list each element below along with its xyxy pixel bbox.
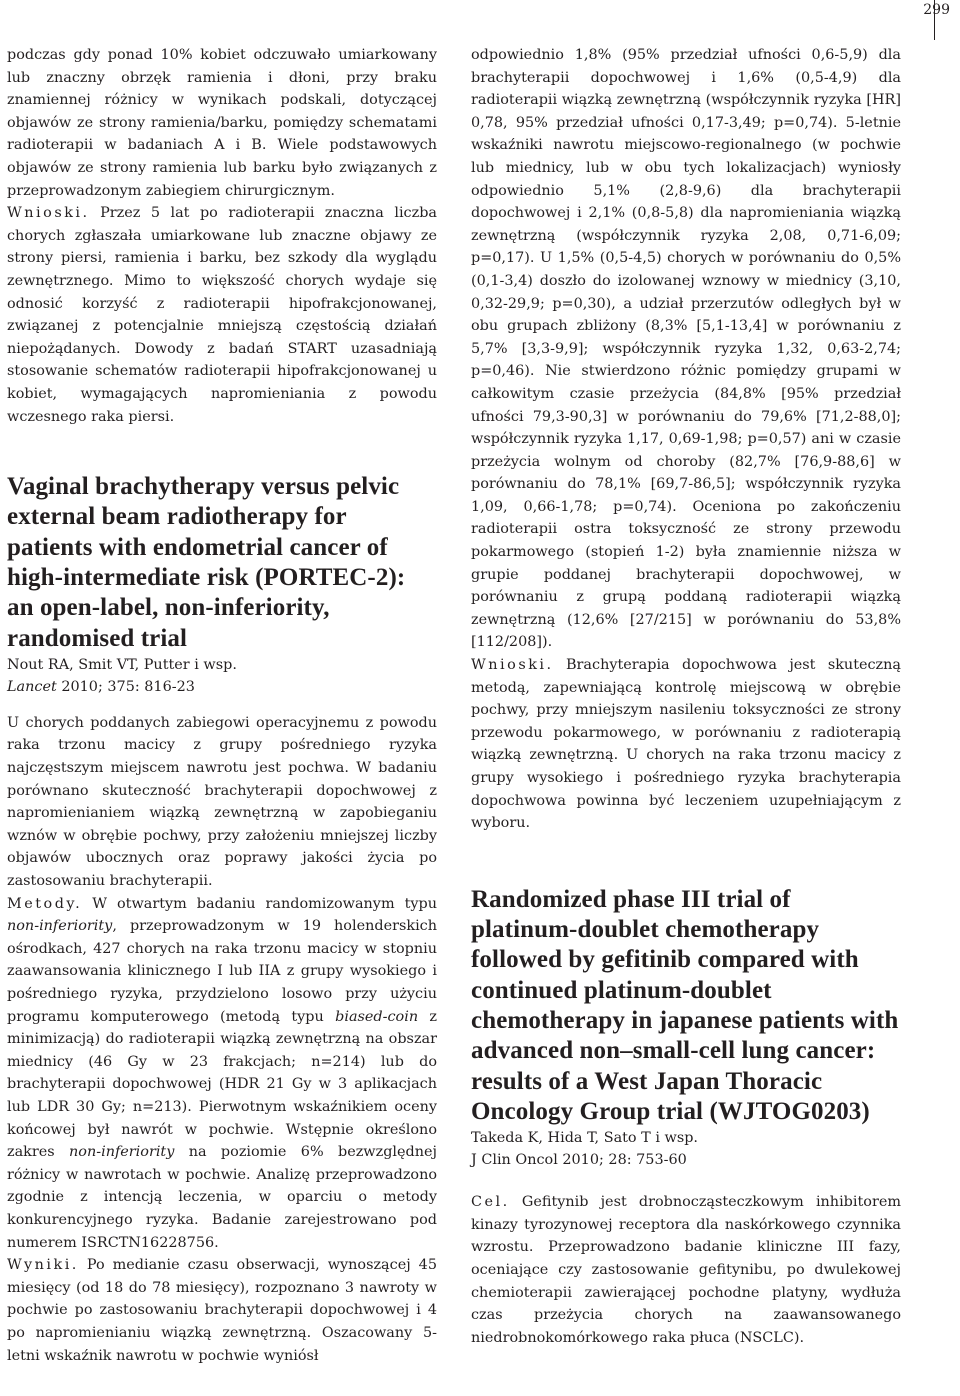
methods-italic-term: non-inferiority	[69, 1144, 175, 1161]
results-continued: odpowiednio 1,8% (95% przedział ufności 0,6-5,9) dla brachyterapii dopochwowej i 1,6% (0,5-4,9) dla radioterapii wiązką zewnętrzną (współczynnik ryzyka [HR] 0,78, 95% przedział ufności 0,17-3,49; p=0,74). 5-letnie wskaźniki nawrotu miejscowo-regionalnego (w pochwie lub miednicy, lub w obu tych lokalizacjach) wyniosły odpowiednio 5,1% (2,8-9,6) dla brachyterapii dopochwowej i 2,1% (0,8-5,8) dla napromieniania wiązką zewnętrzną (współczynnik ryzyka 2,08, 0,71-6,09; p=0,17). U 1,5% (0,5-4,5) chorych w porównaniu do 0,5% (0,1-3,4) doszło do izolowanej wznowy w miednicy (3,10, 0,32-29,9; p=0,30), a udział przerzutów odległych był w obu grupach zbliżony (8,3% [5,1-13,4] w porównaniu z 5,7% [3,3-9,9]; współczynnik ryzyka 1,32, 0,63-2,74; p=0,46). Nie stwierdzono różnic pomiędzy grupami w całkowitym czasie przeżycia (84,8% [95% przedział ufności 79,3-90,3] w porównaniu do 79,6% [71,2-88,0]; współczynnik ryzyka 1,17, 0,69-1,98; p=0,57) ani w czasie przeżycia wolnym od choroby (82,7% [76,9-88,6] w porównaniu do 78,1% [69,7-86,5]; współczynnik ryzyka 1,09, 0,66-1,78; p=0,74). Oceniona po zakończeniu radioterapii ostra toksyczność ze strony przewodu pokarmowego (stopień 1-2) była znamiennie niższa w grupie poddanej brachyterapii dopochwowej, w porównaniu z grupą poddaną radioterapii wiązką zewnętrzną (12,6% [27/215] w porównaniu do 53,8% [112/208]).	[471, 47, 901, 651]
aim-paragraph	[471, 1191, 901, 1349]
conclusions-lead: Wnioski.	[7, 205, 90, 222]
methods-paragraph	[7, 893, 437, 1255]
methods-text: na poziomie 6% bezwzględnej różnicy w nawrotach w pochwie. Analizę przeprowadzono zgodnie z intencją leczenia, w oparciu o metody konkurencyjnego ryzyka. Badanie zarejestrowano pod numerem ISRCTN16228756.	[7, 1144, 437, 1251]
aim-text: Gefitynib jest drobnocząsteczkowym inhibitorem kinazy tyrozynowej receptora dla naskórkowego czynnika wzrostu. Przeprowadzono badanie kliniczne III fazy, oceniające czy zastosowanie gefitynibu, po dwulekowej chemioterapii zawierającej pochodne platyny, wydłuża czas przeżycia chorych na zaawansowanego niedrobnokomórkowego raka płuca (NSCLC).	[471, 1194, 901, 1346]
conclusions-paragraph	[7, 202, 437, 428]
left-column	[7, 44, 437, 1367]
article-citation: J Clin Oncol 2010; 28: 753-60	[471, 1152, 687, 1169]
intro-paragraph: podczas gdy ponad 10% kobiet odczuwało umiarkowany lub znaczny obrzęk ramienia i dłoni, przy braku znamiennej różnicy w wynikach podskali, dotyczącej objawów ze strony ramienia/barku, pomiędzy schematami radioterapii w badaniach A i B. Wiele podstawowych objawów ze strony ramienia lub barku było związanych z przeprowadzonym zabiegiem chirurgicznym.	[7, 47, 437, 199]
methods-text: z minimizacją) do radioterapii wiązką zewnętrzną na obszar miednicy (46 Gy w 23 frakcjach; n=214) lub do brachyterapii dopochwowej (HDR 21 Gy w 3 aplikacjach lub LDR 30 Gy; n=213). Pierwotnym wskaźnikiem oceny końcowej był nawrót w pochwie. Wstępnie określono zakres	[7, 1008, 438, 1161]
conclusions-lead: Wnioski.	[471, 657, 554, 674]
abstract-intro: U chorych poddanych zabiegowi operacyjnemu z powodu raka trzonu macicy z grupy pośredniego ryzyka najczęstszym miejscem nawrotu jest pochwa. W badaniu porównano skuteczność brachyterapii dopochwowej z napromienianiem wiązką zewnętrzną w zapobieganiu wznów w obrębie pochwy, przy założeniu mniejszej liczby objawów ubocznych oraz poprawy jakości życia po zastosowaniu brachyterapii.	[7, 714, 437, 890]
methods-lead: Metody.	[7, 895, 83, 912]
article-citation	[7, 676, 437, 698]
conclusions-paragraph	[471, 654, 901, 835]
right-column	[471, 44, 901, 1349]
article-title: Randomized phase III trial of platinum-doublet chemotherapy followed by gefitinib compared with continued platinum-doublet chemotherapy in japanese patients with advanced non–small-cell lung cancer: results of a West Japan Thoracic Oncology Group trial (WJTOG0203)	[471, 885, 899, 1125]
aim-lead: Cel.	[471, 1194, 510, 1211]
results-text: Po medianie czasu obserwacji, wynoszącej 45 miesięcy (od 18 do 78 miesięcy), rozpoznano 3 nawroty w pochwie po zastosowaniu brachyterapii dopochwowej i 4 po napromienianiu wiązką zewnętrzną. Oszacowany 5-letni wskaźnik nawrotu w pochwie wyniósł	[7, 1257, 437, 1364]
journal-name: Lancet	[7, 678, 57, 695]
methods-text: W otwartym badaniu randomizowanym typu	[82, 895, 437, 912]
methods-italic-term: biased-coin	[335, 1008, 419, 1025]
journal-ref: 2010; 375: 816-23	[56, 678, 195, 695]
article-title: Vaginal brachytherapy versus pelvic external beam radiotherapy for patients with endometrial cancer of high-intermediate risk (PORTEC-2): an open-label, non-inferiority, randomised trial	[7, 473, 406, 652]
conclusions-text: Przez 5 lat po radioterapii znaczna liczba chorych zgłaszała umiarkowane lub znaczne objawy ze strony piersi, ramienia i barku, bez szkody dla wyglądu zewnętrznego. Mimo to większość chorych wydaje się odnosić korzyść z radioterapii hipofrakcjonowanej, związanej z potencjalnie mniejszą częstością działań niepożądanych. Dowody z badań START uzasadniają stosowanie schematów radioterapii hipofrakcjonowanej u kobiet, wymagających napromieniania z powodu wczesnego raka piersi.	[7, 205, 437, 425]
methods-italic-term: non-inferiority	[7, 918, 113, 935]
article-authors: Takeda K, Hida T, Sato T i wsp.	[471, 1130, 699, 1147]
methods-text: , przeprowadzonym w 19 holenderskich ośrodkach, 427 chorych na raka trzonu macicy w stopniu zaawansowania klinicznego I lub IIA z grupy wysokiego i pośredniego ryzyka, przydzielono losowo przy użyciu programu komputerowego (metodą typu	[7, 918, 437, 1025]
article-authors: Nout RA, Smit VT, Putter i wsp.	[7, 656, 237, 673]
conclusions-text: Brachyterapia dopochwowa jest skuteczną metodą, zapewniającą kontrolę miejscową w obrębie pochwy, przy mniejszym nasileniu toksyczności ze strony przewodu pokarmowego, w porównaniu z radioterapią wiązką zewnętrzną. U chorych na raka trzonu macicy z grupy wysokiego i pośredniego ryzyka brachyterapia dopochwowa powinna być leczeniem uzupełniającym z wyboru.	[471, 657, 901, 832]
page-number: 299	[923, 2, 950, 18]
results-paragraph	[7, 1254, 437, 1367]
results-lead: Wyniki.	[7, 1257, 79, 1274]
